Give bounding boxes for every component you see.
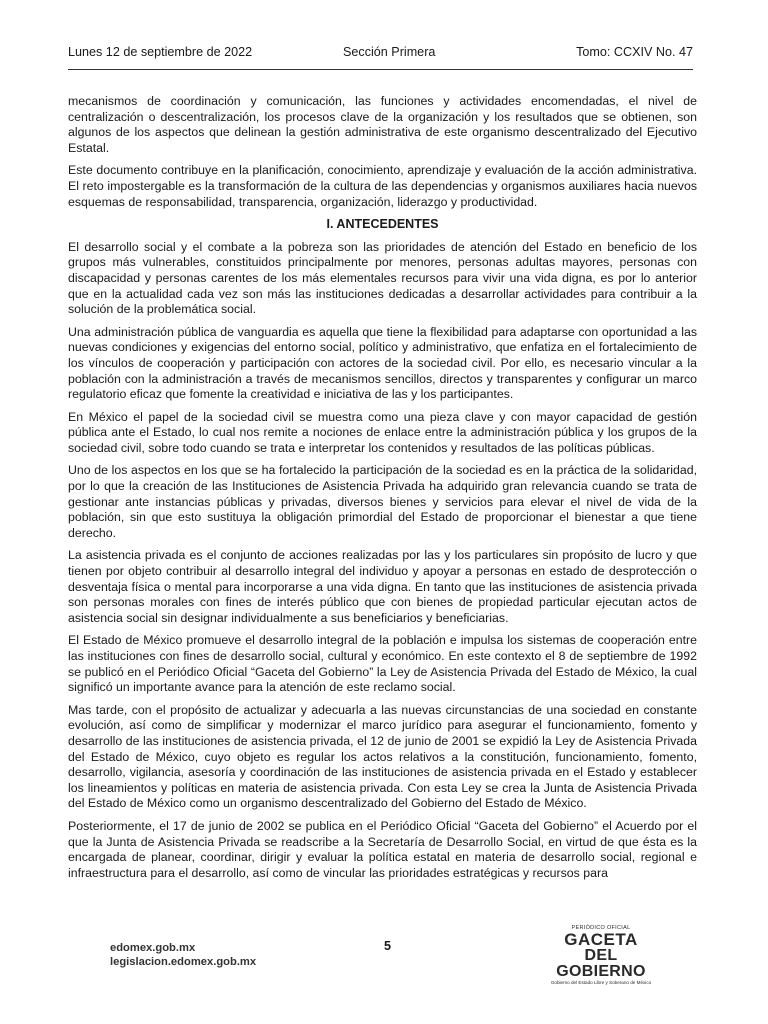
header-section: Sección Primera: [343, 45, 436, 59]
footer-links: [110, 941, 256, 969]
paragraph: Este documento contribuye en la planificación, conocimiento, aprendizaje y evaluación de la acción administrativa. El reto impostergable es la transformación de la cultura de las dependencias y organismos auxiliares hacia nuevos esquemas de responsabilidad, transparencia, organización, liderazgo y productividad.: [68, 163, 697, 209]
paragraph: Mas tarde, con el propósito de actualizar y adecuarla a las nuevas circunstancias de una sociedad en constante evolución, así como de simplificar y modernizar el marco jurídico para asegurar el funcionamiento, fomento y desarrollo de las instituciones de asistencia privada, el 12 de junio de 2001 se expidió la Ley de Asistencia Privada del Estado de México, cuyo objeto es regular los actos relativos a la constitución, funcionamiento, fomento, desarrollo, vigilancia, asesoría y coordinación de las instituciones de asistencia privada en el Estado y establecer los lineamientos y políticas en materia de asistencia privada. Con esta Ley se crea la Junta de Asistencia Privada del Estado de México como un organismo descentralizado del Gobierno del Estado de México.: [68, 702, 697, 811]
header-date: Lunes 12 de septiembre de 2022: [68, 45, 253, 59]
logo-top-text: PERIÓDICO OFICIAL: [571, 925, 631, 931]
paragraph: Una administración pública de vanguardia es aquella que tiene la flexibilidad para adaptarse con oportunidad a las nuevas condiciones y exigencias del entorno social, político y administrativo, que enfatiza en el fortalecimiento de los vínculos de cooperación y participación con actores de la sociedad civil. Por ello, es necesario vincular a la población con la administración a través de mecanismos sencillos, directos y transparentes y configurar un marco regulatorio eficaz que fomente la creatividad e iniciativa de las y los participantes.: [68, 324, 697, 402]
logo-gaceta-text: GACETA: [564, 930, 638, 949]
paragraph: Uno de los aspectos en los que se ha fortalecido la participación de la sociedad es en la práctica de la solidaridad, por lo que la creación de las Instituciones de Asistencia Privada ha adquirido gran relevancia cuando se trata de gestionar ante instancias públicas y privadas, diversos bienes y servicios para elevar el nivel de vida de la población, sin que esto sustituya la obligación primordial del Estado de proporcionar el bienestar a que tiene derecho.: [68, 463, 697, 540]
paragraph: El Estado de México promueve el desarrollo integral de la población e impulsa los sistemas de cooperación entre las instituciones con fines de desarrollo social, cultural y económico. En este contexto el 8 de septiembre de 1992 se publicó en el Periódico Oficial “Gaceta del Gobierno” la Ley de Asistencia Privada del Estado de México, la cual significó un importante avance para la atención de este reclamo social.: [68, 633, 697, 695]
header-volume: Tomo: CCXIV No. 47: [576, 45, 693, 59]
paragraph: El desarrollo social y el combate a la pobreza son las prioridades de atención del Estado en beneficio de los grupos más vulnerables, constituidos principalmente por menores, personas adultas mayores, personas con discapacidad y personas carentes de los más elementales recursos para vivir una vida digna, es por lo anterior que en la actualidad cada vez son más las instituciones dedicadas a desarrollar actividades para contribuir a la solución de la problemática social.: [68, 239, 697, 317]
paragraph: En México el papel de la sociedad civil se muestra como una pieza clave y con mayor capacidad de gestión pública ante el Estado, lo cual nos remite a nociones de enlace entre la administración pública y los grupos de la sociedad civil, sobre todo cuando se trata e interpretar los contenidos y resultados de las políticas públicas.: [68, 409, 697, 455]
paragraph: mecanismos de coordinación y comunicación, las funciones y actividades encomendadas, el nivel de centralización o descentralización, los procesos clave de la organización y los resultados que se obtienen, son algunos de los aspectos que delinean la gestión administrativa de este organismo descentralizado del Ejecutivo Estatal.: [68, 94, 697, 155]
paragraph: Posteriormente, el 17 de junio de 2002 se publica en el Periódico Oficial “Gaceta del Gobierno” el Acuerdo por el que la Junta de Asistencia Privada se readscribe a la Secretaría de Desarrollo Social, en virtud de que ésta es la encargada de planear, coordinar, dirigir y evaluar la política estatal en materia de desarrollo social, regional e infraestructura para el desarrollo, así como de vincular las prioridades estratégicas y recursos para: [68, 818, 697, 880]
logo-tagline: Gobierno del Estado Libre y Soberano de México: [550, 980, 652, 985]
section-heading: I. ANTECEDENTES: [326, 217, 439, 232]
paragraph: La asistencia privada es el conjunto de acciones realizadas por las y los particulares sin propósito de lucro y que tienen por objeto contribuir al desarrollo integral del individuo y apoyar a personas en estado de desprotección o desventaja física o mental para incorporarse a una vida digna. En tanto que las instituciones de asistencia privada son personas morales con fines de interés público que con bienes de propiedad particular ejecutan actos de asistencia social sin designar individualmente a sus beneficiarios y beneficiarias.: [68, 548, 697, 625]
gaceta-logo: [541, 925, 661, 986]
logo-gobierno-text: DEL GOBIERNO: [556, 947, 646, 980]
page-header: [68, 44, 693, 60]
footer-link-edomex[interactable]: edomex.gob.mx: [110, 942, 196, 954]
header-divider: [68, 69, 693, 70]
document-body: [68, 94, 697, 888]
page-number: 5: [384, 939, 392, 953]
footer-link-legislacion[interactable]: legislacion.edomex.gob.mx: [110, 956, 257, 968]
